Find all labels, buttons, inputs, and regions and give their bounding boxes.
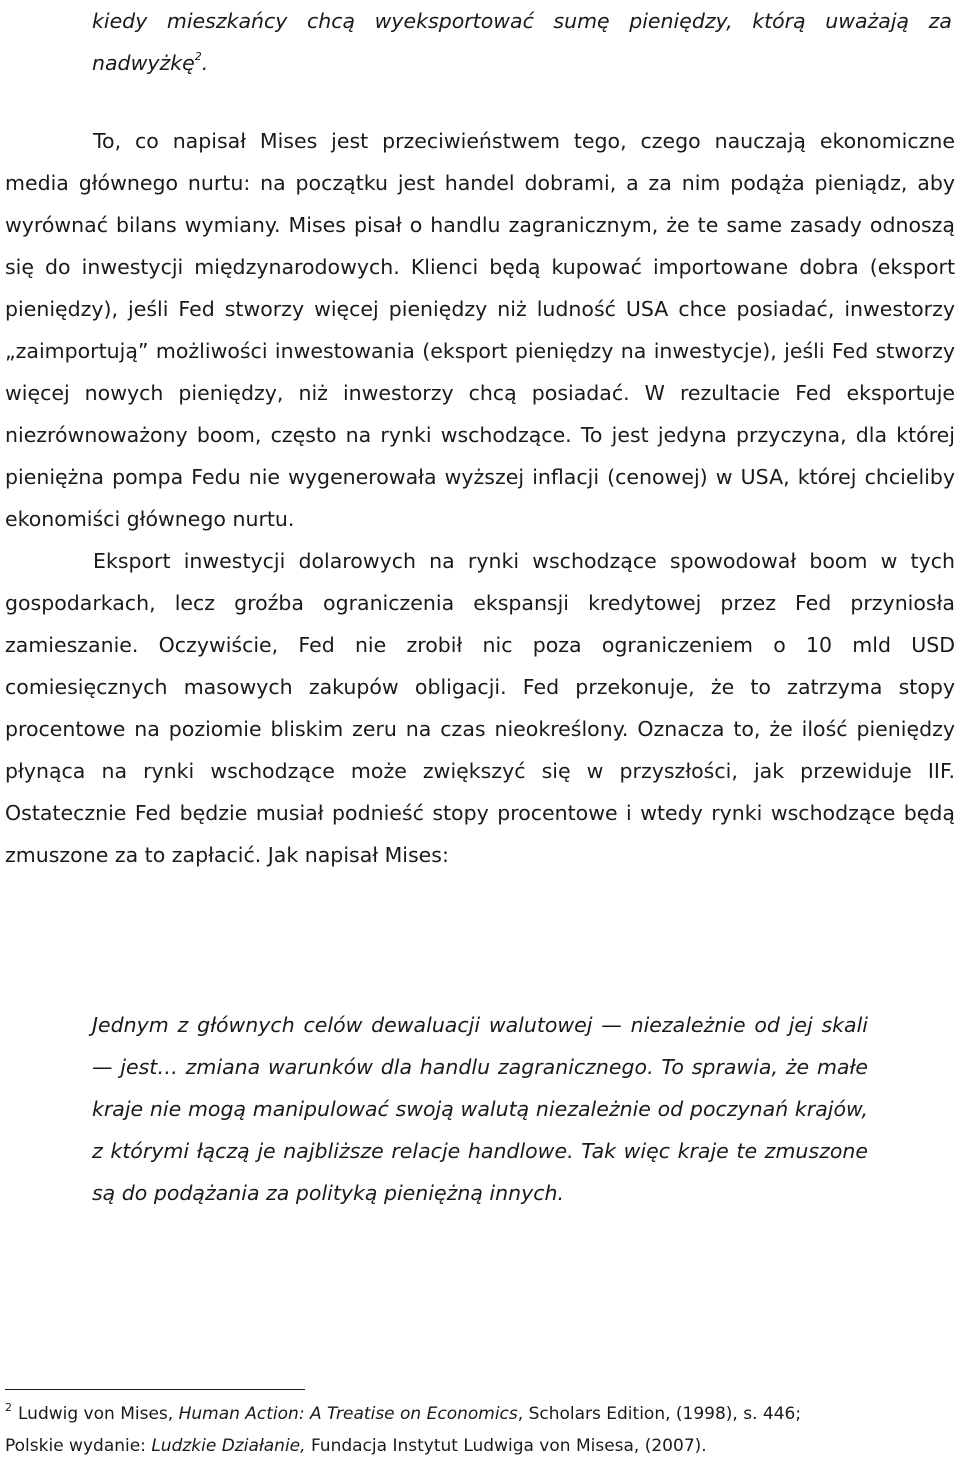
body-text [5, 120, 955, 876]
footnote-polish-label: Polskie wydanie: [5, 1436, 152, 1456]
footnote-area [5, 1398, 955, 1462]
paragraph-2: Eksport inwestycji dolarowych na rynki wschodzące spowodował boom w tych gospodarkach, lecz groźba ograniczenia ekspansji kredytowej przez Fed przyniosła zamieszanie. Oczywiście, Fed nie zrobił nic poza ograniczeniem o 10 mld USD comiesięcznych masowych zakupów obligacji. Fed przekonuje, że to zatrzyma stopy procentowe na poziomie bliskim zeru na czas nieokreślony. Oznacza to, że ilość pieniędzy płynąca na rynki wschodzące może zwiększyć się w przyszłości, jak przewiduje IIF. Ostatecznie Fed będzie musiał podnieść stopy procentowe i wtedy rynki wschodzące będą zmuszone za to zapłacić. Jak napisał Mises: [5, 549, 955, 867]
footnote-book-title: Human Action: A Treatise on Economics [178, 1404, 518, 1424]
footnote-number: 2 [5, 1401, 12, 1414]
opening-quote-fragment [92, 0, 952, 84]
footnote-polish-title: Ludzkie Działanie, [151, 1436, 306, 1456]
opening-quote-end: . [201, 51, 209, 75]
opening-quote-text: kiedy mieszkańcy chcą wyeksportować sumę pieniędzy, którą uważają za nadwyżkę [92, 9, 952, 75]
footnote-author: Ludwig von Mises, [18, 1404, 179, 1424]
mises-block-quote: Jednym z głównych celów dewaluacji walutowej — niezależnie od jej skali — jest… zmiana warunków dla handlu zagranicznego. To sprawia, że małe kraje nie mogą manipulować swoją walutą niezależnie od poczynań krajów, z którymi łączą je najbliższe relacje handlowe. Tak więc kraje te zmuszone są do podążania za polityką pieniężną innych. [92, 1013, 868, 1205]
footnote-line-1 [5, 1398, 955, 1430]
footnote-separator [5, 1389, 305, 1390]
footnote-edition: , Scholars Edition, (1998), s. 446; [517, 1404, 802, 1424]
paragraph-1: To, co napisał Mises jest przeciwieństwem tego, czego nauczają ekonomiczne media głównego nurtu: na początku jest handel dobrami, a za nim podąża pieniądz, aby wyrównać bilans wymiany. Mises pisał o handlu zagranicznym, że te same zasady odnoszą się do inwestycji międzynarodowych. Klienci będą kupować importowane dobra (eksport pieniędzy), jeśli Fed stworzy więcej pieniędzy niż ludność USA chce posiadać, inwestorzy „zaimportują” możliwości inwestowania (eksport pieniędzy na inwestycje), jeśli Fed stworzy więcej nowych pieniędzy, niż inwestorzy chcą posiadać. W rezultacie Fed eksportuje niezrównoważony boom, często na rynki wschodzące. To jest jedyna przyczyna, dla której pieniężna pompa Fedu nie wygenerowała wyższej inflacji (cenowej) w USA, której chcieliby ekonomiści głównego nurtu. [5, 129, 955, 531]
footnote-line-2 [5, 1430, 955, 1462]
footnote-reference[interactable]: 2 [194, 50, 202, 63]
footnote-publisher: Fundacja Instytut Ludwiga von Misesa, (2007). [305, 1436, 707, 1456]
